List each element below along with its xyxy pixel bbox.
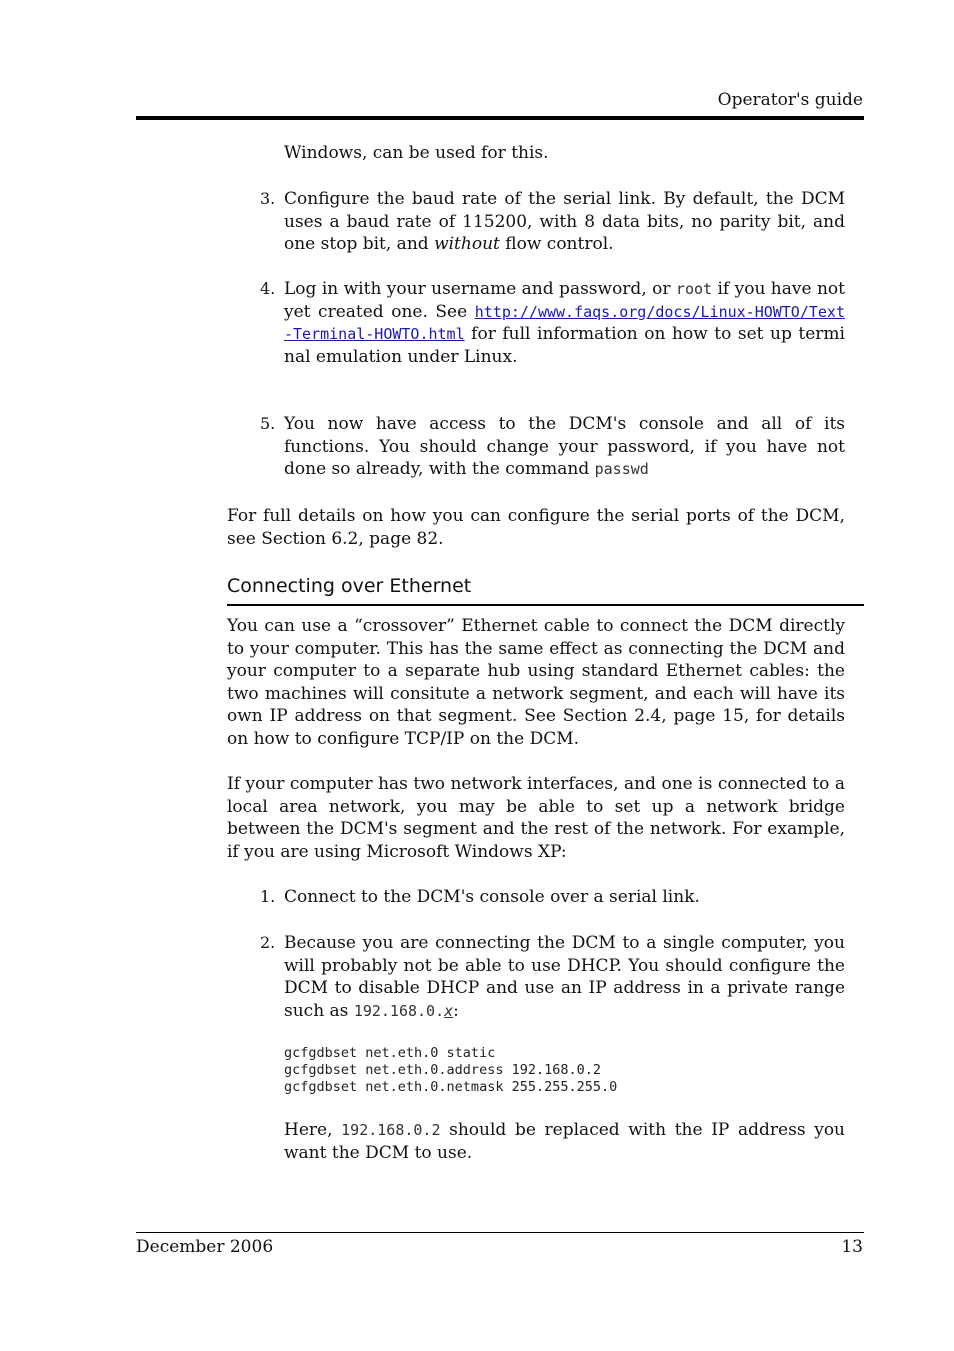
list-item-eth-step-1 — [260, 886, 845, 909]
serial-details-paragraph: For full details on how you can configure the serial ports of the DCM, see Section 6.2, page 82. — [227, 506, 845, 549]
step-text: You now have access to the DCM's console and all of its functions. You should change your password, if you have not done so already, with the command passwd — [284, 414, 845, 479]
inline-code-variable: x — [444, 1001, 454, 1020]
step-text: Log in with your username and password, or root if you have not yet created one. See http://www.faqs.org/docs/Linux-HOWTO/Text-Terminal-HOWTO.html for full information on how to set up terminal emulation under Linux. — [284, 279, 845, 367]
step-number: 5. — [260, 414, 276, 433]
step-text: Because you are connecting the DCM to a single computer, you will probably not be able to use DHCP. You should configure the DCM to disable DHCP and use an IP address in a private range such as 192.168.0.x: — [284, 933, 845, 1021]
list-item-step-3 — [260, 188, 845, 256]
step-text: Connect to the DCM's console over a serial link. — [284, 887, 700, 907]
list-item-step-5 — [260, 413, 845, 481]
list-item-eth-step-2 — [260, 932, 845, 1022]
step-number: 3. — [260, 189, 276, 208]
step-text: Configure the baud rate of the serial link. By default, the DCM uses a baud rate of 115200, with 8 data bits, no parity bit, and one stop bit, and without flow control. — [284, 189, 845, 254]
here-note: Here, 192.168.0.2 should be replaced with the IP address you want the DCM to use. — [284, 1120, 845, 1163]
inline-code: 192.168.0. — [353, 1001, 445, 1020]
footer-rule — [136, 1232, 864, 1233]
emphasis: without — [434, 234, 500, 254]
page-number: 13 — [841, 1237, 863, 1257]
footer-date: December 2006 — [136, 1237, 274, 1257]
step-number: 2. — [260, 933, 276, 952]
list-item-step-4 — [260, 278, 845, 368]
step-number: 4. — [260, 279, 276, 298]
inline-code: root — [675, 280, 713, 298]
section-heading: Connecting over Ethernet — [227, 575, 864, 606]
inline-code: 192.168.0.2 — [341, 1121, 441, 1139]
step-number: 1. — [260, 887, 276, 906]
running-header: Operator's guide — [717, 90, 863, 110]
ethernet-paragraph-1: You can use a “crossover” Ethernet cable to connect the DCM directly to your computer. This has the same effect as connecting the DCM and your computer to a separate hub using standard Ethernet cables: the two machines will consitute a network segment, and each will have its own IP address on that segment. See Section 2.4, page 15, for details on how to configure TCP/IP on the DCM. — [227, 616, 845, 749]
ethernet-paragraph-2: If your computer has two network interfaces, and one is connected to a local area network, you may be able to set up a network bridge between the DCM's segment and the rest of the network. For example, if you are using Microsoft Windows XP: — [227, 774, 845, 862]
header-rule — [136, 116, 864, 120]
inline-code: passwd — [594, 460, 649, 478]
code-block: gcfgdbset net.eth.0 static gcfgdbset net.eth.0.address 192.168.0.2 gcfgdbset net.eth.0.netmask 255.255.255.0 — [284, 1045, 618, 1095]
continuation-text: Windows, can be used for this. — [284, 143, 549, 163]
howto-link[interactable]: http://www.faqs.org/docs/Linux-HOWTO/Text-Terminal-HOWTO.html — [284, 302, 845, 343]
